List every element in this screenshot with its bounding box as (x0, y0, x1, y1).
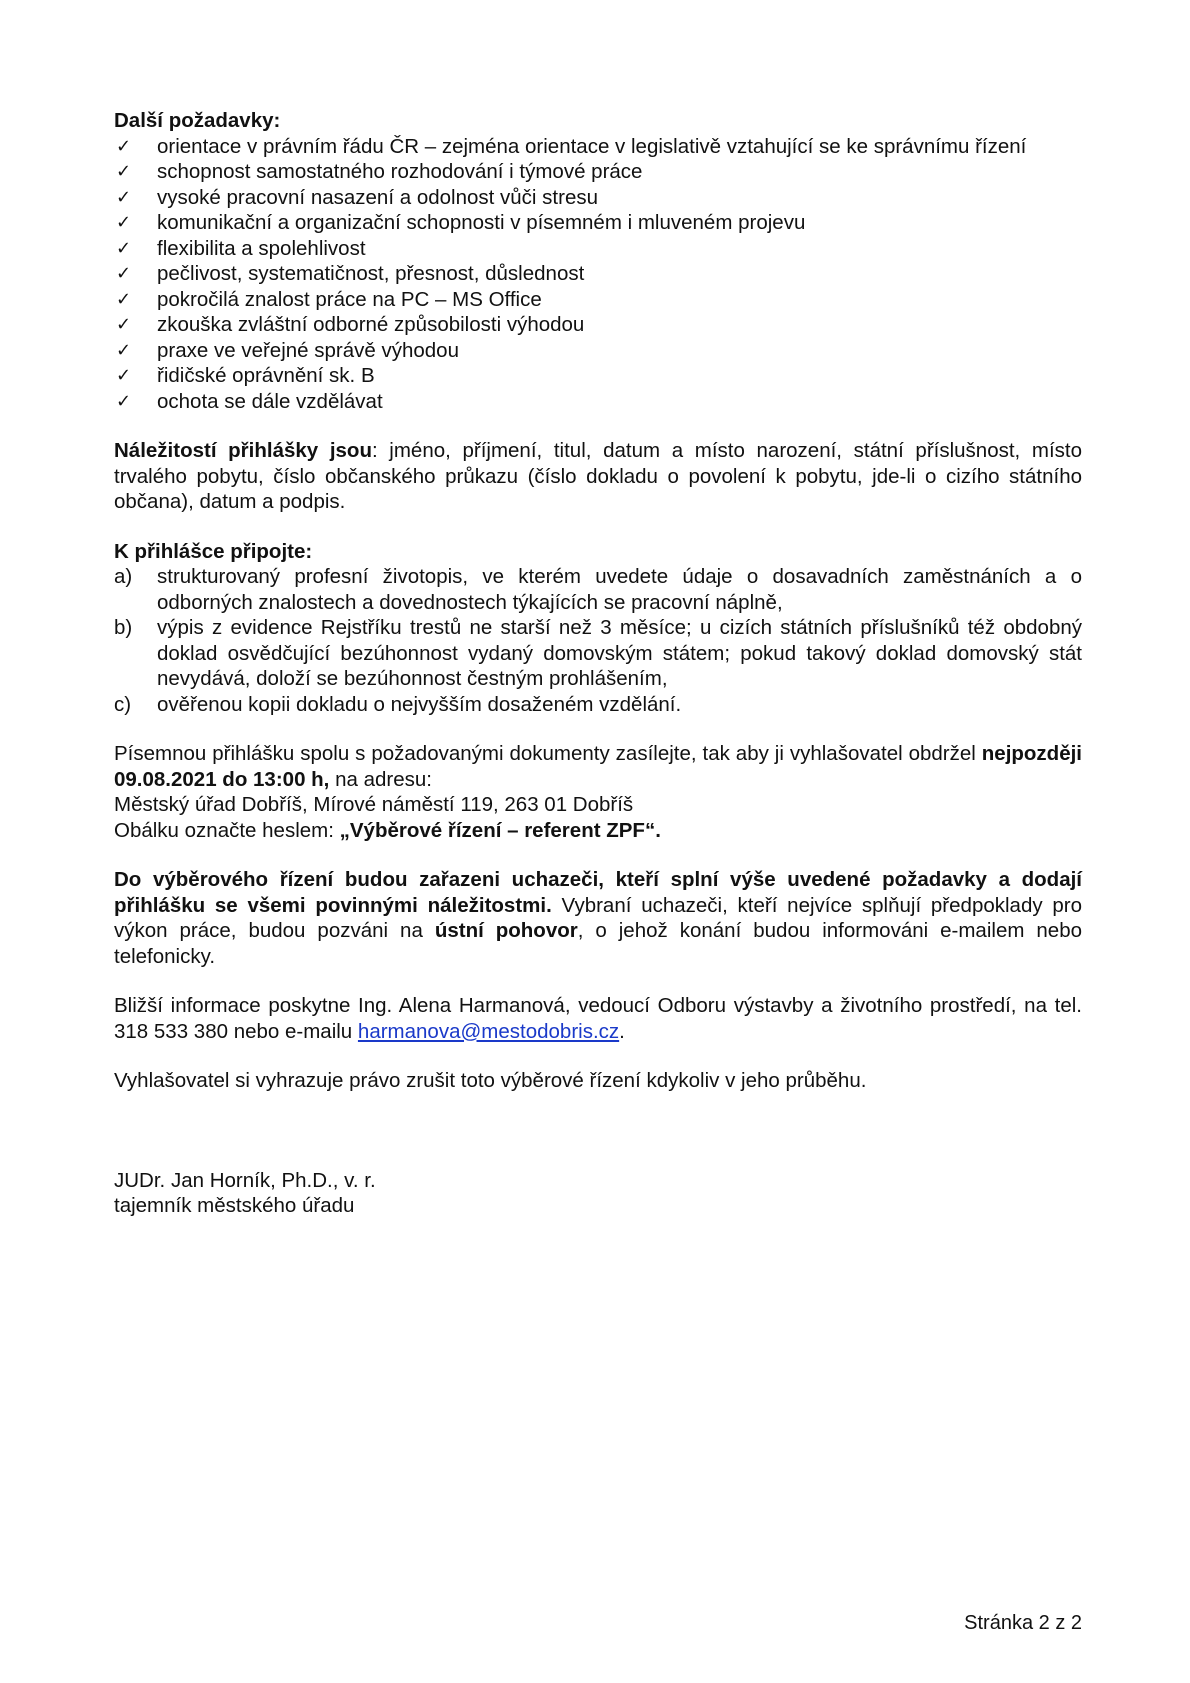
contact-paragraph: Bližší informace poskytne Ing. Alena Harmanová, vedoucí Odboru výstavby a životního prostředí, na tel. 318 533 380 nebo e-mailu harmanova@mestodobris.cz. (114, 994, 1082, 1043)
selection-paragraph: Do výběrového řízení budou zařazeni uchazeči, kteří splní výše uvedené požadavky a dodají přihlášku se všemi povinnými náležitostmi. Vybraní uchazeči, kteří nejvíce splňují předpoklady pro výkon práce, budou pozváni na ústní pohovor, o jehož konání budou informováni e-mailem nebo telefonicky. (114, 868, 1082, 968)
list-item: ✓ vysoké pracovní nasazení a odolnost vůči stresu (116, 185, 598, 209)
requirements-heading: Další požadavky: (114, 109, 281, 132)
checkmark-icon: ✓ (116, 237, 132, 259)
submission-paragraph: Písemnou přihlášku spolu s požadovanými dokumenty zasílejte, tak aby ji vyhlašovatel obdržel nejpozději 09.08.2021 do 13:00 h, na adresu: (114, 742, 1082, 791)
application-paragraph: Náležitostí přihlášky jsou: jméno, příjmení, titul, datum a místo narození, státní příslušnost, místo trvalého pobytu, číslo občanského průkazu (číslo dokladu o povolení k pobytu, jde-li o cizího státního občana), datum a podpis. (114, 439, 1082, 513)
list-item: ✓ schopnost samostatného rozhodování i týmové práce (116, 160, 643, 183)
reservation-paragraph: Vyhlašovatel si vyhrazuje právo zrušit toto výběrové řízení kdykoliv v jeho průběhu. (114, 1069, 867, 1092)
checkmark-icon: ✓ (116, 135, 132, 157)
list-item: ✓ flexibilita a spolehlivost (116, 236, 366, 260)
attachments-heading: K přihlášce připojte: (114, 539, 313, 563)
list-item: ✓ orientace v právním řádu ČR – zejména orientace v legislativě vztahující se ke správnímu řízení (116, 134, 1027, 158)
signature-block (114, 1168, 1082, 1219)
checkmark-icon: ✓ (116, 186, 132, 208)
signatory-name: JUDr. Jan Horník, Ph.D., v. r. (114, 1168, 376, 1192)
list-item: b) výpis z evidence Rejstříku trestů ne starší než 3 měsíce; u cizích státních příslušníků též obdobný doklad osvědčující bezúhonnost vydaný domovským státem; pokud takový doklad domovský stát nevydává, doloží se bezúhonnost čestným prohlášením, (114, 616, 1082, 690)
attachments-list (114, 564, 1082, 717)
list-item: ✓ praxe ve veřejné správě výhodou (116, 338, 459, 362)
list-item: ✓ pečlivost, systematičnost, přesnost, důslednost (116, 262, 585, 285)
envelope-label: Obálku označte heslem: „Výběrové řízení – referent ZPF“. (114, 818, 661, 842)
list-item: ✓ komunikační a organizační schopnosti v písemném i mluveném projevu (116, 211, 806, 234)
checkmark-icon: ✓ (116, 339, 132, 361)
document-page (114, 108, 1082, 1219)
requirements-section (114, 108, 1082, 414)
checkmark-icon: ✓ (116, 288, 132, 310)
checkmark-icon: ✓ (116, 390, 132, 412)
requirements-list (114, 134, 1082, 415)
list-item: ✓ ochota se dále vzdělávat (116, 389, 383, 413)
list-item: ✓ zkouška zvláštní odborné způsobilosti výhodou (116, 313, 585, 336)
attachments-section (114, 539, 1082, 718)
address: Městský úřad Dobříš, Mírové náměstí 119, 263 01 Dobříš (114, 793, 634, 816)
list-item: a) strukturovaný profesní životopis, ve kterém uvedete údaje o dosavadních zaměstnáních a o odborných znalostech a dovednostech týkajících se pracovní náplně, (114, 565, 1082, 614)
checkmark-icon: ✓ (116, 263, 132, 284)
checkmark-icon: ✓ (116, 161, 132, 182)
page-number: Stránka 2 z 2 (964, 1612, 1082, 1634)
checkmark-icon: ✓ (116, 365, 132, 386)
email-link[interactable]: harmanova@mestodobris.cz (357, 1019, 620, 1043)
list-item: ✓ řidičské oprávnění sk. B (116, 364, 375, 387)
signatory-title: tajemník městského úřadu (114, 1194, 355, 1217)
list-item: c) ověřenou kopii dokladu o nejvyšším dosaženém vzdělání. (114, 692, 682, 716)
checkmark-icon: ✓ (116, 314, 132, 335)
deadline: nejpozději 09.08.2021 do 13:00 h, (114, 742, 1082, 791)
checkmark-icon: ✓ (116, 212, 132, 233)
submission-section (114, 741, 1082, 843)
list-item: ✓ pokročilá znalost práce na PC – MS Office (116, 287, 542, 311)
